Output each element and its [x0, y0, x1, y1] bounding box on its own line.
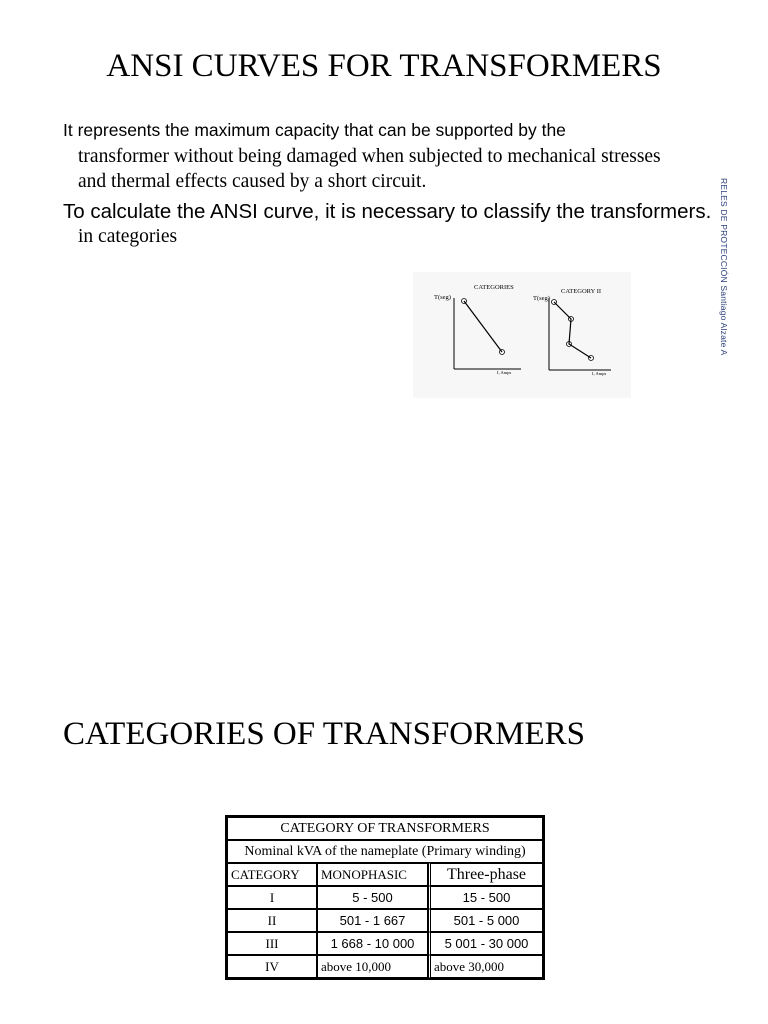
cell-three-phase: 15 - 500: [428, 886, 543, 909]
figure-left-y-label: T(seg): [434, 294, 451, 301]
figure-left-x-label: I, Amps: [497, 370, 512, 375]
cell-three-phase: 501 - 5 000: [428, 909, 543, 932]
cell-three-phase: above 30,000: [428, 955, 543, 978]
table-header-row-2: [227, 840, 543, 863]
column-header-category: CATEGORY: [227, 863, 317, 886]
table-row: [227, 886, 543, 909]
table-column-headers: [227, 863, 543, 886]
table-row: [227, 909, 543, 932]
slide-title: ANSI CURVES FOR TRANSFORMERS: [106, 48, 662, 84]
paragraph-1-line-3: and thermal effects caused by a short circuit.: [78, 171, 427, 192]
paragraph-1-line-2: transformer without being damaged when subjected to mechanical stresses: [78, 146, 661, 167]
paragraph-2-line-1: To calculate the ANSI curve, it is necessary to classify the transformers.: [63, 200, 712, 223]
table-subtitle: Nominal kVA of the nameplate (Primary winding): [227, 840, 543, 863]
cell-category: IV: [227, 955, 317, 978]
cell-three-phase: 5 001 - 30 000: [428, 932, 543, 955]
table-row: [227, 932, 543, 955]
cell-monophasic: above 10,000: [317, 955, 428, 978]
figure-right-x-label: I, Amps: [592, 371, 607, 376]
column-header-monophasic: MONOPHASIC: [317, 863, 428, 886]
cell-monophasic: 501 - 1 667: [317, 909, 428, 932]
table-row: [227, 955, 543, 978]
figure-left-title: CATEGORIES: [474, 284, 514, 291]
ansi-curves-figure: [413, 272, 631, 398]
column-header-three-phase: Three-phase: [428, 863, 543, 886]
categories-table: [225, 815, 545, 980]
paragraph-2-line-2: in categories: [78, 226, 178, 247]
section-title: CATEGORIES OF TRANSFORMERS: [63, 716, 586, 752]
table-header-row-1: [227, 817, 543, 840]
cell-monophasic: 5 - 500: [317, 886, 428, 909]
table-title: CATEGORY OF TRANSFORMERS: [227, 817, 543, 840]
figure-right-title: CATEGORY II: [561, 288, 602, 295]
side-note: RELES DE PROTECCIÓN Santiago Alzate A: [719, 178, 729, 356]
cell-category: I: [227, 886, 317, 909]
cell-category: III: [227, 932, 317, 955]
figure-right-y-label: T(seg): [533, 295, 550, 302]
cell-monophasic: 1 668 - 10 000: [317, 932, 428, 955]
cell-category: II: [227, 909, 317, 932]
paragraph-1-line-1: It represents the maximum capacity that can be supported by the: [63, 120, 566, 140]
